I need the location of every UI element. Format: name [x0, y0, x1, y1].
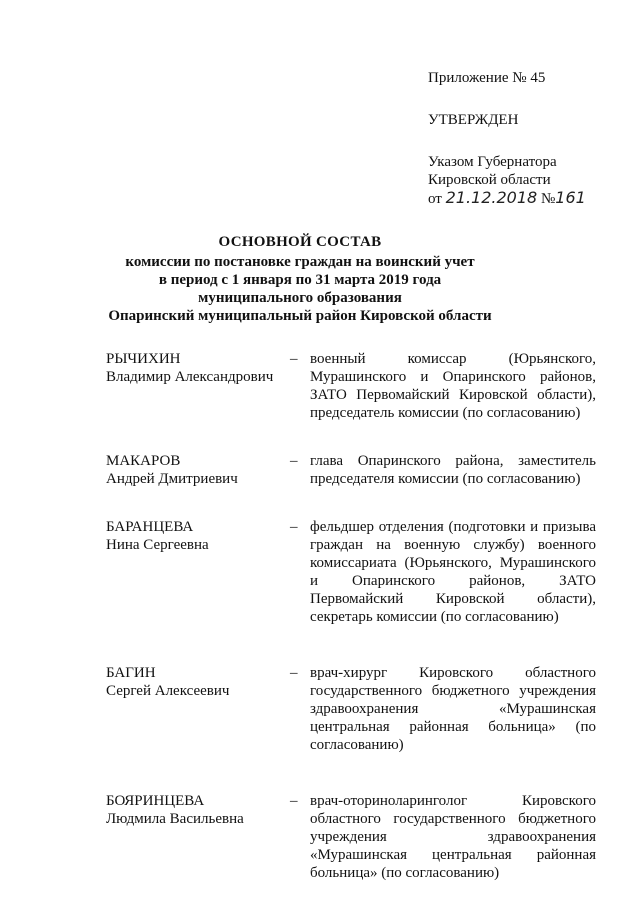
member-role: врач-оториноларинголог Кировского областного государственного бюджетного учреждения здравоохранения «Мурашинская центральная районная больница» (по согласованию)	[310, 793, 596, 881]
member-role: военный комиссар (Юрьянского, Мурашинского и Опаринского районов, ЗАТО Первомайский Кировской области), председатель комиссии (по согласованию)	[310, 351, 596, 421]
member-name	[106, 518, 290, 626]
member-dash: –	[290, 351, 298, 367]
title-line-1: комиссии по постановке граждан на воинский учет	[125, 254, 475, 270]
member-row	[106, 792, 596, 882]
handwritten-date: 21.12.2018	[445, 188, 538, 207]
member-given-names: Нина Сергеевна	[106, 537, 209, 553]
member-dash: –	[290, 793, 298, 809]
member-role: глава Опаринского района, заместитель председателя комиссии (по согласованию)	[310, 453, 596, 487]
approved-label: УТВЕРЖДЕН	[428, 112, 519, 128]
member-role: врач-хирург Кировского областного государственного бюджетного учреждения здравоохранения «Мурашинская центральная районная больница» (по согласованию)	[310, 665, 596, 753]
member-row	[106, 350, 596, 422]
member-role: фельдшер отделения (подготовки и призыва граждан на военную службу) военного комиссариата (Юрьянского, Мурашинского и Опаринского районов, ЗАТО Первомайский Кировской области), секретарь комиссии (по согласованию)	[310, 519, 596, 625]
title-line-2: в период с 1 января по 31 марта 2019 года	[158, 272, 442, 288]
member-name	[106, 664, 290, 754]
member-row	[106, 452, 596, 488]
member-given-names: Андрей Дмитриевич	[106, 471, 238, 487]
handwritten-number: 161	[555, 188, 586, 207]
decree-date-line	[428, 189, 618, 208]
member-name	[106, 452, 290, 488]
member-given-names: Владимир Александрович	[106, 369, 274, 385]
approval-block	[428, 69, 618, 208]
member-dash: –	[290, 665, 298, 681]
members-list	[106, 350, 596, 882]
title-main: ОСНОВНОЙ СОСТАВ	[218, 234, 382, 250]
member-surname: БАРАНЦЕВА	[106, 519, 194, 535]
title-line-4: Опаринский муниципальный район Кировской области	[108, 308, 492, 324]
member-name	[106, 792, 290, 882]
member-row	[106, 518, 596, 626]
decree-line-1: Указом Губернатора	[428, 154, 557, 170]
decree-line-2: Кировской области	[428, 172, 551, 188]
member-surname: МАКАРОВ	[106, 453, 181, 469]
date-prefix: от	[428, 191, 442, 207]
document-title	[100, 233, 500, 325]
member-given-names: Людмила Васильевна	[106, 811, 244, 827]
appendix-number: Приложение № 45	[428, 70, 546, 86]
member-dash: –	[290, 453, 298, 469]
member-surname: БОЯРИНЦЕВА	[106, 793, 205, 809]
member-dash: –	[290, 519, 298, 535]
member-surname: РЫЧИХИН	[106, 351, 181, 367]
title-line-3: муниципального образования	[198, 290, 402, 306]
member-surname: БАГИН	[106, 665, 156, 681]
number-prefix: №	[540, 191, 556, 207]
member-name	[106, 350, 290, 422]
member-row	[106, 664, 596, 754]
member-given-names: Сергей Алексеевич	[106, 683, 230, 699]
